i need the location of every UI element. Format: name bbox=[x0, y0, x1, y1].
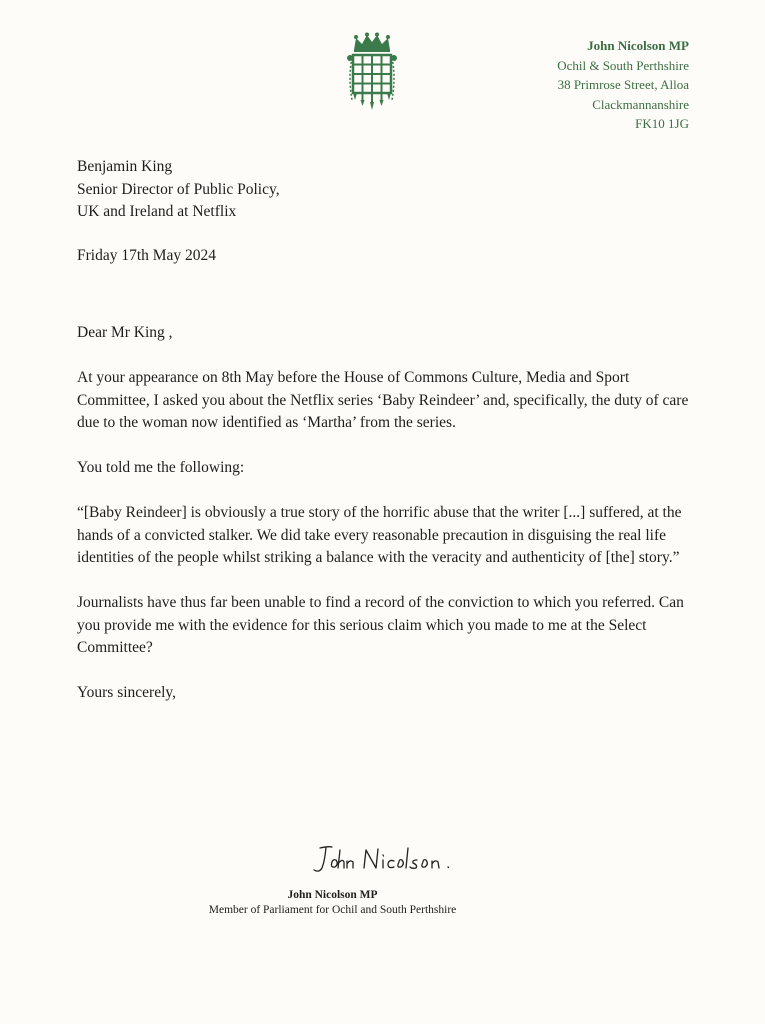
recipient-block bbox=[77, 156, 280, 224]
closing: Yours sincerely, bbox=[77, 684, 177, 701]
letter-body bbox=[77, 322, 697, 727]
sender-address bbox=[429, 36, 689, 134]
body-paragraph: At your appearance on 8th May before the House of Commons Culture, Media and Sport Committee, I asked you about the Netflix series ‘Baby Reindeer’ and, specifically, the duty of care due to the woman now identified as ‘Martha’ from the series. bbox=[77, 369, 689, 431]
sender-address-line: 38 Primrose Street, Alloa bbox=[557, 77, 689, 92]
signatory-name: John Nicolson MP bbox=[287, 889, 378, 901]
sender-address-line: Clackmannanshire bbox=[592, 96, 689, 112]
body-paragraph: Journalists have thus far been unable to find a record of the conviction to which you referred. Can you provide me with the evidence for this serious claim which you made to me at the Select Committee? bbox=[77, 594, 684, 656]
recipient-name: Benjamin King bbox=[77, 158, 173, 175]
body-paragraph: You told me the following: bbox=[77, 459, 245, 476]
sender-address-line: FK10 1JG bbox=[635, 116, 689, 131]
letter-date: Friday 17th May 2024 bbox=[77, 247, 217, 264]
sender-name: John Nicolson MP bbox=[587, 38, 689, 53]
signatory-role: Member of Parliament for Ochil and South Perthshire bbox=[208, 904, 457, 916]
recipient-organisation: UK and Ireland at Netflix bbox=[77, 203, 237, 220]
portcullis-crest-icon bbox=[346, 32, 398, 114]
quote-paragraph: “[Baby Reindeer] is obviously a true story of the horrific abuse that the writer [...] suffered, at the hands of a convicted stalker. We did take every reasonable precaution in disguising the real life identities of the people whilst striking a balance with the veracity and authenticity of [the] story.” bbox=[77, 504, 682, 566]
sender-address-line: Ochil & South Perthshire bbox=[557, 57, 689, 73]
recipient-title: Senior Director of Public Policy, bbox=[77, 180, 280, 198]
salutation: Dear Mr King , bbox=[77, 324, 173, 341]
handwritten-signature-icon bbox=[306, 840, 476, 878]
